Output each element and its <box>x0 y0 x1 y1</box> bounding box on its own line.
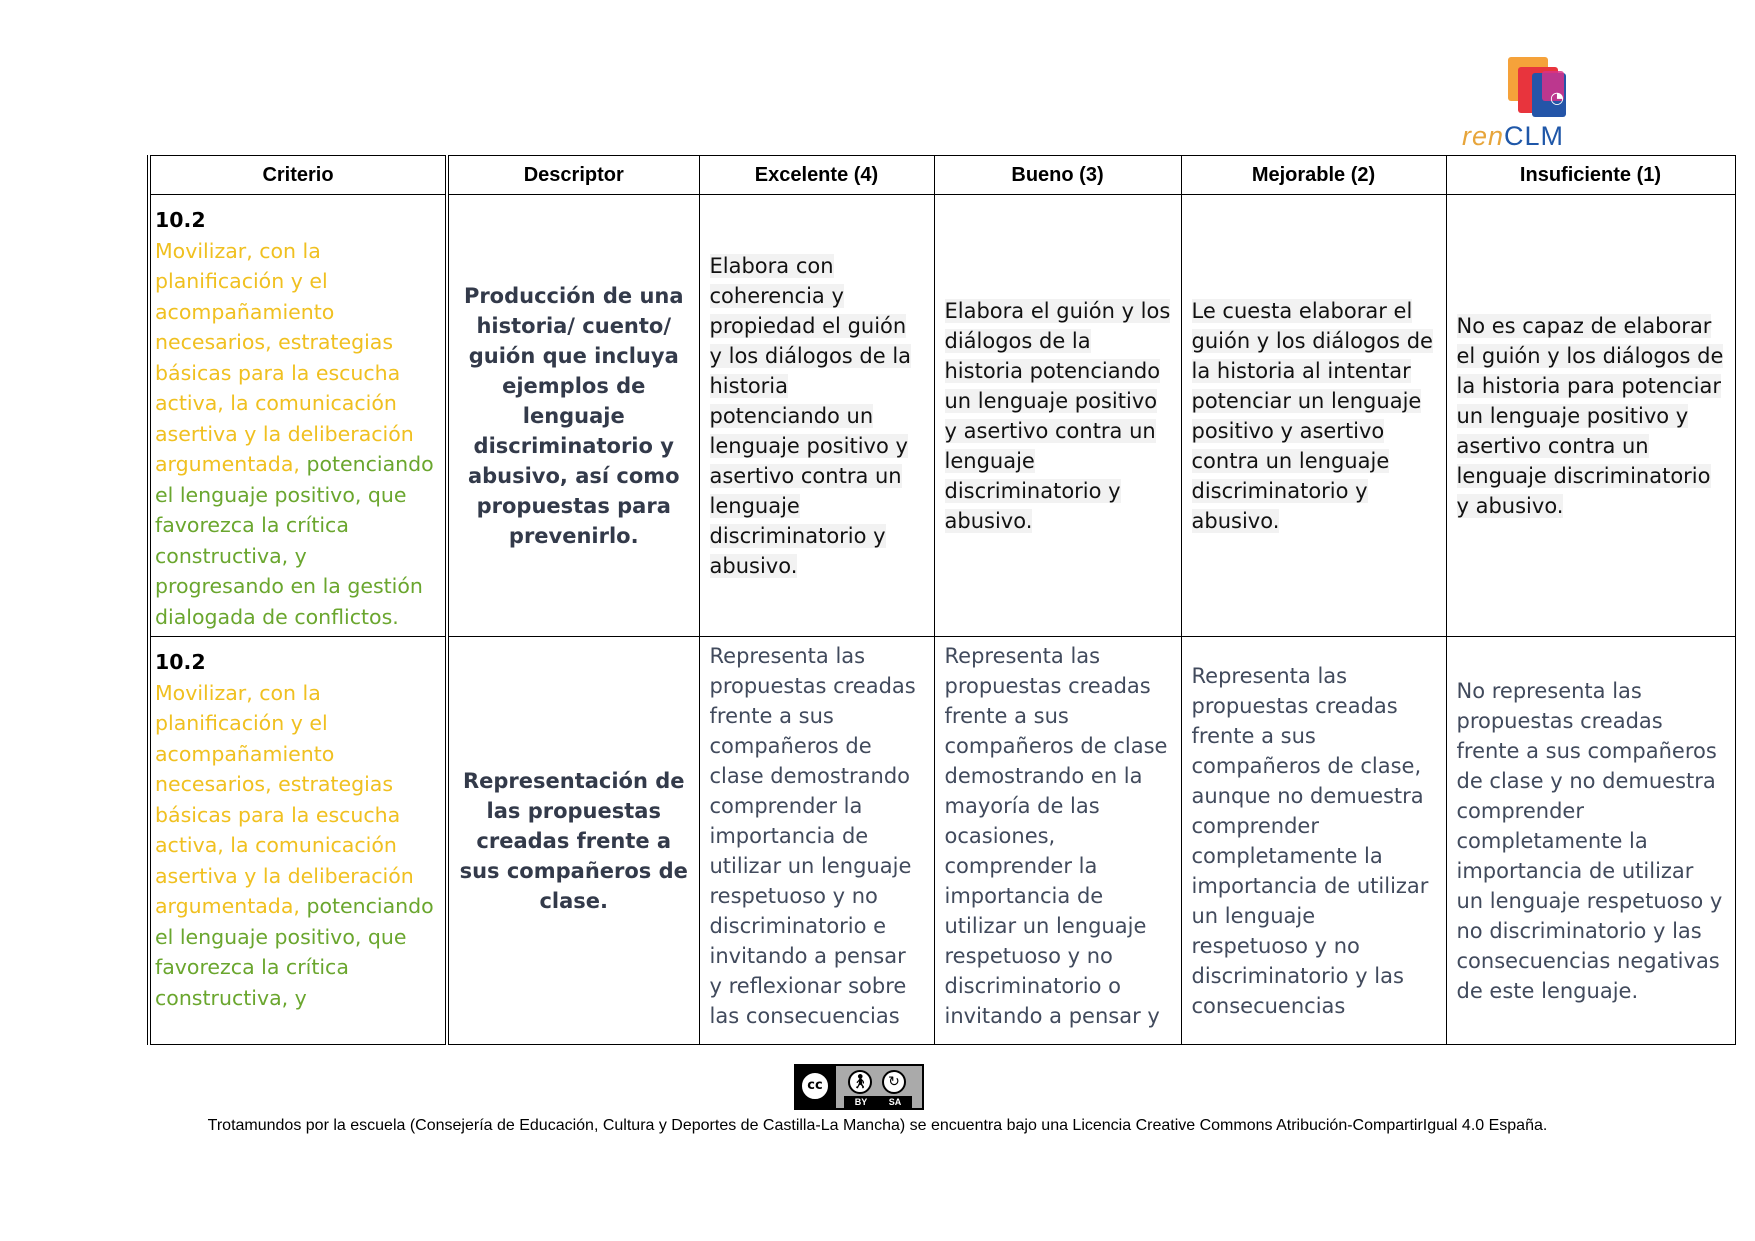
level-bueno-cell: Representa las propuestas creadas frente a sus compañeros de clase demostrando en la mayoría de las ocasiones, comprender la importancia de utilizar un lenguaje respetuoso y no discriminatorio o invitando a pensar y <box>934 637 1181 1045</box>
descriptor-cell: Producción de una historia/ cuento/ guión que incluya ejemplos de lenguaje discriminatorio y abusivo, así como propuestas para prevenirlo. <box>447 195 699 637</box>
rubric-table <box>147 155 1736 1045</box>
level-excelente-text: Elabora con coherencia y propiedad el guión y los diálogos de la historia potenciando un lenguaje positivo y asertivo contra un lenguaje discriminatorio y abusivo. <box>709 253 912 578</box>
table-row <box>149 195 1735 637</box>
logo-signal-icon: ◔ <box>1550 88 1564 107</box>
license-footer-text: Trotamundos por la escuela (Consejería de Educación, Cultura y Deportes de Castilla-La Mancha) se encuentra bajo una Licencia Creative Commons Atribución-CompartirIgual 4.0 España. <box>207 1117 1548 1134</box>
level-excelente-cell <box>699 195 934 637</box>
logo-word-ren: ren <box>1462 121 1505 151</box>
cc-by-sa-badge[interactable] <box>794 1064 924 1110</box>
header-excelente: Excelente (4) <box>699 156 934 195</box>
criterion-cell <box>149 637 447 1045</box>
header-criterio: Criterio <box>149 156 447 195</box>
header-bueno: Bueno (3) <box>934 156 1181 195</box>
level-excelente-cell: Representa las propuestas creadas frente a sus compañeros de clase demostrando comprender la importancia de utilizar un lenguaje respetuoso y no discriminatorio e invitando a pensar y reflexionar sobre las consecuencias <box>699 637 934 1045</box>
level-insuficiente-cell <box>1446 195 1735 637</box>
criterion-number: 10.2 <box>155 208 206 232</box>
header-row <box>149 156 1735 195</box>
share-alike-icon: ↻ <box>882 1070 906 1094</box>
level-bueno-text: Elabora el guión y los diálogos de la historia potenciando un lenguaje positivo y asertivo contra un lenguaje discriminatorio y abusivo. <box>944 298 1171 533</box>
criterion-text-green: potenciando el lenguaje positivo, que favorezca la crítica constructiva, y progresando en la gestión dialogada de conflictos. <box>155 452 434 629</box>
level-bueno-cell <box>934 195 1181 637</box>
by-label: BY <box>844 1096 878 1108</box>
criterion-text-green: potenciando el lenguaje positivo, que favorezca la crítica constructiva, y <box>155 894 434 1010</box>
attribution-icon: 🚶︎ <box>848 1070 872 1094</box>
level-insuficiente-text: No es capaz de elaborar el guión y los diálogos de la historia para potenciar un lenguaje positivo y asertivo contra un lenguaje discriminatorio y abusivo. <box>1456 313 1724 518</box>
table-row <box>149 637 1735 1045</box>
criterion-text-yellow: Movilizar, con la planificación y el acompañamiento necesarios, estrategias básicas para la escucha activa, la comunicación asertiva y la deliberación argumentada, <box>155 238 414 476</box>
level-mejorable-cell <box>1181 195 1446 637</box>
level-mejorable-cell: Representa las propuestas creadas frente a sus compañeros de clase, aunque no demuestra comprender completamente la importancia de utilizar un lenguaje respetuoso y no discriminatorio y las consecuencias <box>1181 637 1446 1045</box>
renclm-logo <box>1460 55 1600 155</box>
level-mejorable-text: Le cuesta elaborar el guión y los diálogos de la historia al intentar potenciar un lenguaje positivo y asertivo contra un lenguaje discriminatorio y abusivo. <box>1191 298 1433 533</box>
criterion-cell <box>149 195 447 637</box>
header-insuficiente: Insuficiente (1) <box>1446 156 1735 195</box>
level-insuficiente-cell: No representa las propuestas creadas frente a sus compañeros de clase y no demuestra comprender completamente la importancia de utilizar un lenguaje respetuoso y no discriminatorio y las consecuencias negativas de este lenguaje. <box>1446 637 1735 1045</box>
sa-label: SA <box>878 1096 912 1108</box>
cc-icon: cc <box>800 1071 830 1101</box>
descriptor-cell: Representación de las propuestas creadas frente a sus compañeros de clase. <box>447 637 699 1045</box>
criterion-text-yellow: Movilizar, con la planificación y el acompañamiento necesarios, estrategias básicas para la escucha activa, la comunicación asertiva y la deliberación argumentada, <box>155 680 414 918</box>
logo-wordmark <box>1462 121 1564 152</box>
header-descriptor: Descriptor <box>447 156 699 195</box>
criterion-number: 10.2 <box>155 650 206 674</box>
header-mejorable: Mejorable (2) <box>1181 156 1446 195</box>
logo-word-clm: CLM <box>1504 121 1565 151</box>
